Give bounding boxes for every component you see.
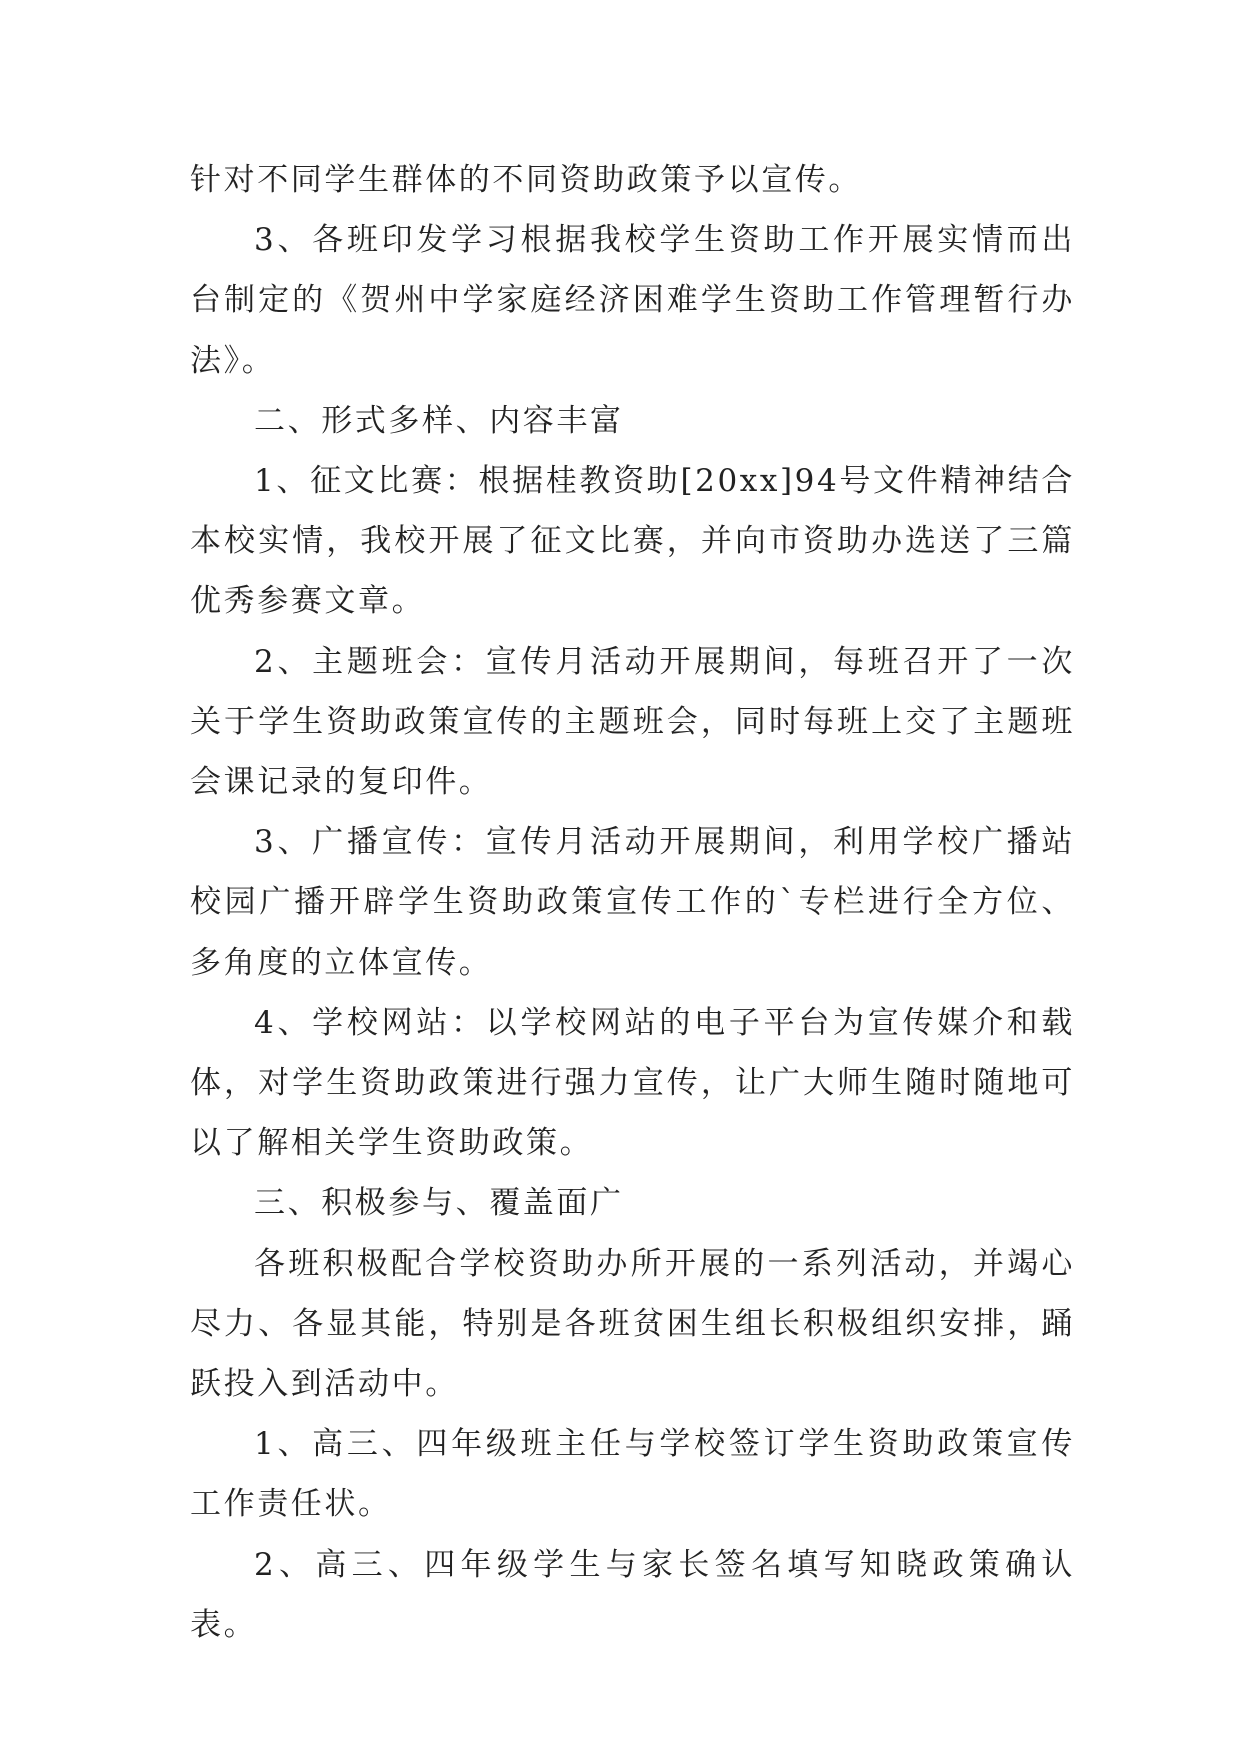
section-heading: 三、积极参与、覆盖面广: [254, 1185, 624, 1222]
paragraph: 3、各班印发学习根据我校学生资助工作开展实情而出台制定的《贺州中学家庭经济困难学生资助工作管理暂行办法》。: [190, 222, 1075, 379]
paragraph: 3、广播宣传：宣传月活动开展期间，利用学校广播站校园广播开辟学生资助政策宣传工作的`专栏进行全方位、多角度的立体宣传。: [190, 824, 1075, 981]
paragraph: 2、主题班会：宣传月活动开展期间，每班召开了一次关于学生资助政策宣传的主题班会，同时每班上交了主题班会课记录的复印件。: [190, 643, 1075, 801]
paragraph: 各班积极配合学校资助办所开展的一系列活动，并竭心尽力、各显其能，特别是各班贫困生组长积极组织安排，踊跃投入到活动中。: [190, 1245, 1075, 1403]
document-body: [190, 150, 1075, 1655]
paragraph: 1、征文比赛：根据桂教资助[20xx]94号文件精神结合本校实情，我校开展了征文比赛，并向市资助办选送了三篇优秀参赛文章。: [190, 463, 1075, 620]
paragraph: 4、学校网站：以学校网站的电子平台为宣传媒介和载体，对学生资助政策进行强力宣传，让广大师生随时随地可以了解相关学生资助政策。: [190, 1004, 1075, 1162]
paragraph: 针对不同学生群体的不同资助政策予以宣传。: [190, 162, 862, 198]
paragraph: 2、高三、四年级学生与家长签名填写知晓政策确认表。: [190, 1546, 1075, 1643]
paragraph: 1、高三、四年级班主任与学校签订学生资助政策宣传工作责任状。: [190, 1426, 1075, 1523]
section-heading: 二、形式多样、内容丰富: [254, 402, 624, 439]
